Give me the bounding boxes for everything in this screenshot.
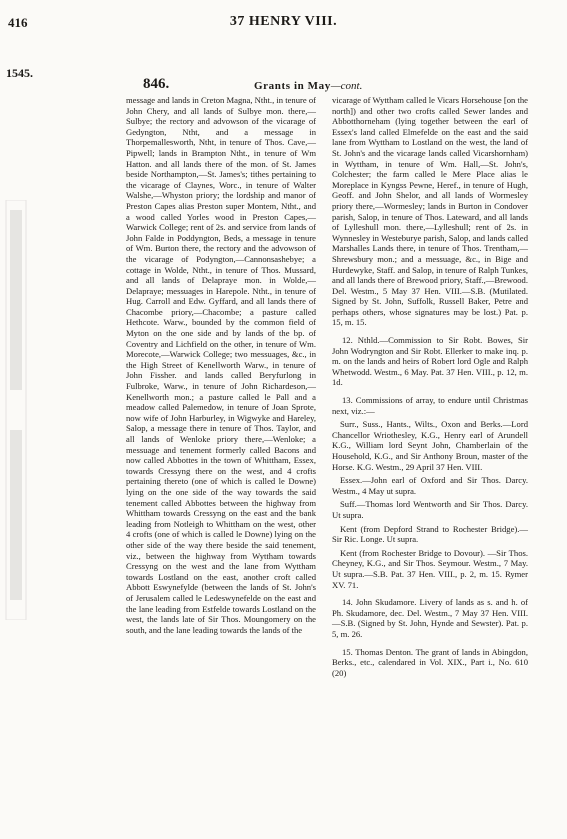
entry-13-heading: 13. Commissions of array, to endure until Christmas next, viz.:— bbox=[332, 395, 528, 416]
section-heading bbox=[254, 80, 362, 92]
item-number: 846. bbox=[143, 76, 170, 92]
entry-12: 12. Nthld.—Commission to Sir Robt. Bowes, Sir John Wodryngton and Sir Robt. Ellerker to make inq. p. m. on the lands and heirs of Robert lord Ogle and Ralph Whetwodd. Westm., 6 May. Pat. 37 Hen. VIII., p. 12, m. 1d. bbox=[332, 335, 528, 388]
page-number: 416 bbox=[8, 15, 28, 30]
section-cont: —cont. bbox=[330, 80, 363, 92]
library-stamp-watermark bbox=[2, 200, 30, 620]
continuation-paragraph: vicarage of Wyttham called le Vicars Horsehouse [on the north]) and other two crofts called Sewer landes and Abbotthorneham (lying together between the earl of Essex's land called Elmefelde on the east and the said lane from Wyttham to Lostland on the west, the land of St. John's and the vicarage lands called Vicarshornham) in Wyttham, in tenure of Wm. Hall,—St. John's, Colchester; the farm called le Mere Place alias le Moreplace in Kyngss Pewne, Heref., in tenure of Hugh, Geoff. and John Shelor, and all lands of Wormesley priory there,—Wormesley; lands in Burton in Condover parish, Salop, in tenure of Thos. Lateward, and all lands of Lylleshull mon. there,—Lylleshull; rent of 2s. in Wynnesley in Westeburye parish, Salop, and lands called Marshalles Lands there, in tenure of Thos. Trentham,—Shrewsbury mon.; and a messuage, &c., in Bige and Hurdewyke, Staff. and Salop, in tenure of Ralph Tunkes, and all lands there of Brewood priory, Staff.,—Brewood. Del. Westm., 5 May 37 Hen. VIII.—S.B. (Mutilated. Signed by St. John, Suffolk, Russell Baker, Petre and perhaps others, whose signatures may be lost.) Pat. p. 15, m. 15. bbox=[332, 95, 528, 328]
entry-15: 15. Thomas Denton. The grant of lands in Abingdon, Berks., etc., calendared in Vol. XIX., Part i., No. 610 (20) bbox=[332, 646, 528, 678]
entry-13-part: Kent (from Depford Strand to Rochester Bridge).—Sir Ric. Longe. Ut supra. bbox=[332, 523, 528, 545]
right-column bbox=[332, 95, 528, 678]
running-title: 37 HENRY VIII. bbox=[229, 14, 338, 29]
entry-13-part: Essex.—John earl of Oxford and Sir Thos. Darcy. Westm., 4 May ut supra. bbox=[332, 475, 528, 496]
year-margin: 1545. bbox=[6, 66, 33, 80]
left-column bbox=[126, 95, 316, 635]
entry-13-part: Kent (from Rochester Bridge to Dovour). —Sir Thos. Cheyney, K.G., and Sir Thos. Seymour. Westm., 7 May. Ut supra.—S.B. Pat. 37 Hen. VIII., p. 2, m. 15. Rymer XV. 71. bbox=[332, 547, 528, 590]
entry-14: 14. John Skudamore. Livery of lands as s. and h. of Ph. Skudamore, dec. Del. Westm., 7 May 37 Hen. VIII. —S.B. (Signed by St. John, Hynde and Sewster). Pat. p. 5, m. 26. bbox=[332, 597, 528, 639]
left-paragraph: message and lands in Creton Magna, Ntht., in tenure of John Chery, and all lands of Sulbye mon. there,—Sulbye; the rectory and advowson of the vicarage of Gedyngton, Ntht, and a message in Thorpemallesworth, Ntht, in tenure of Thos. Cave,—Pipwell; lands in Brampton Ntht., in tenure of Wm Hatton. and all lands there of the mon. of St. James beside Northampton,—St. James's; tithes pertaining to the vicarage of Claynes, Worc., in tenure of Walter Walshe,—Whyston priory; the lordship and manor of Preston Capes alias Preston super Montem, Ntht., and a wood called Yorles wood in Preston Capes,—Warwick College; rent of 2s. and service from lands of John Falde in Poddyngton, Beds, a message in tenure of Wm. Burton there, the rectory and the advowson of the vicarage of Podyngton,—Cannonsashebye; a cottage in Wolde, Ntht., in tenure of Thos. Mussard, and all lands of Delapraye mon. in Wolde,—Delapraye; messuages in Harepole. Ntht., in tenure of Hug. Carroll and Edw. Gyffard, and all lands there of Chacombe priory,—Chacombe; a pasture called Hethcote. Warw., bounded by the common field of Myton on the one side and by lands of the bp. of Coventry and Lichfield on the other, in tenure of Wm. Morecote,—Warwick College; two messuages, &c., in the High Street of Kenellworth Warw., in tenure of John Fissher. and lands called Beryfurlong in Fulbroke, Warw., in tenure of John Richardeson,—Kenellworth mon.; a pasture called le Pall and a meadow called Palemedow, in tenure of Joan Sprote, now wife of John Harburley, in Wigwyke and Hareley, Salop, a message there in tenure of Thos. Taylor, and all lands of Wenloke priory there,—Wenloke; a messuage and tenement formerly called Bacons and now called Abbottes in the town of Whittham, Essex, towards Cressyng there on the west, and 4 crofts pertaining thereto (one of which is called le Downe) lying on the one side of the way towards the said tenement called Abbottes between the highway from Whittham towards Cressyng on the east and the bank leading from Notleigh to Whittham on the west, other 4 crofts (one of which is called le Downe) lying on the other side of the way there beside the said tenement, viz., between the highway from Wyttham towards Cressyng on the west and the lane from Wyttham towards Lostland on the east, another croft called Abbott Eswynefylde (between the lands of St. John's of Jerusalem called le Ledeswynefelde on the east and the lane leading from Estfelde towards Lostland on the west, the lands late of Sir Thos. Moungomery on the south, and the lane leading towards the lands of the bbox=[126, 95, 316, 635]
entry-13-part: Surr., Suss., Hants., Wilts., Oxon and Berks.—Lord Chancellor Wriothesley, K.G., Henry earl of Arundell K.G., William lord Seynt John, Chamberlain of the Household, K.G., and Sir Anthony Broun, master of the Horse. K.G. Westm., 29 April 37 Hen. VIII. bbox=[332, 419, 528, 472]
entry-13-part: Suff.—Thomas lord Wentworth and Sir Thos. Darcy. Ut supra. bbox=[332, 499, 528, 520]
section-title: Grants in May bbox=[254, 80, 331, 92]
